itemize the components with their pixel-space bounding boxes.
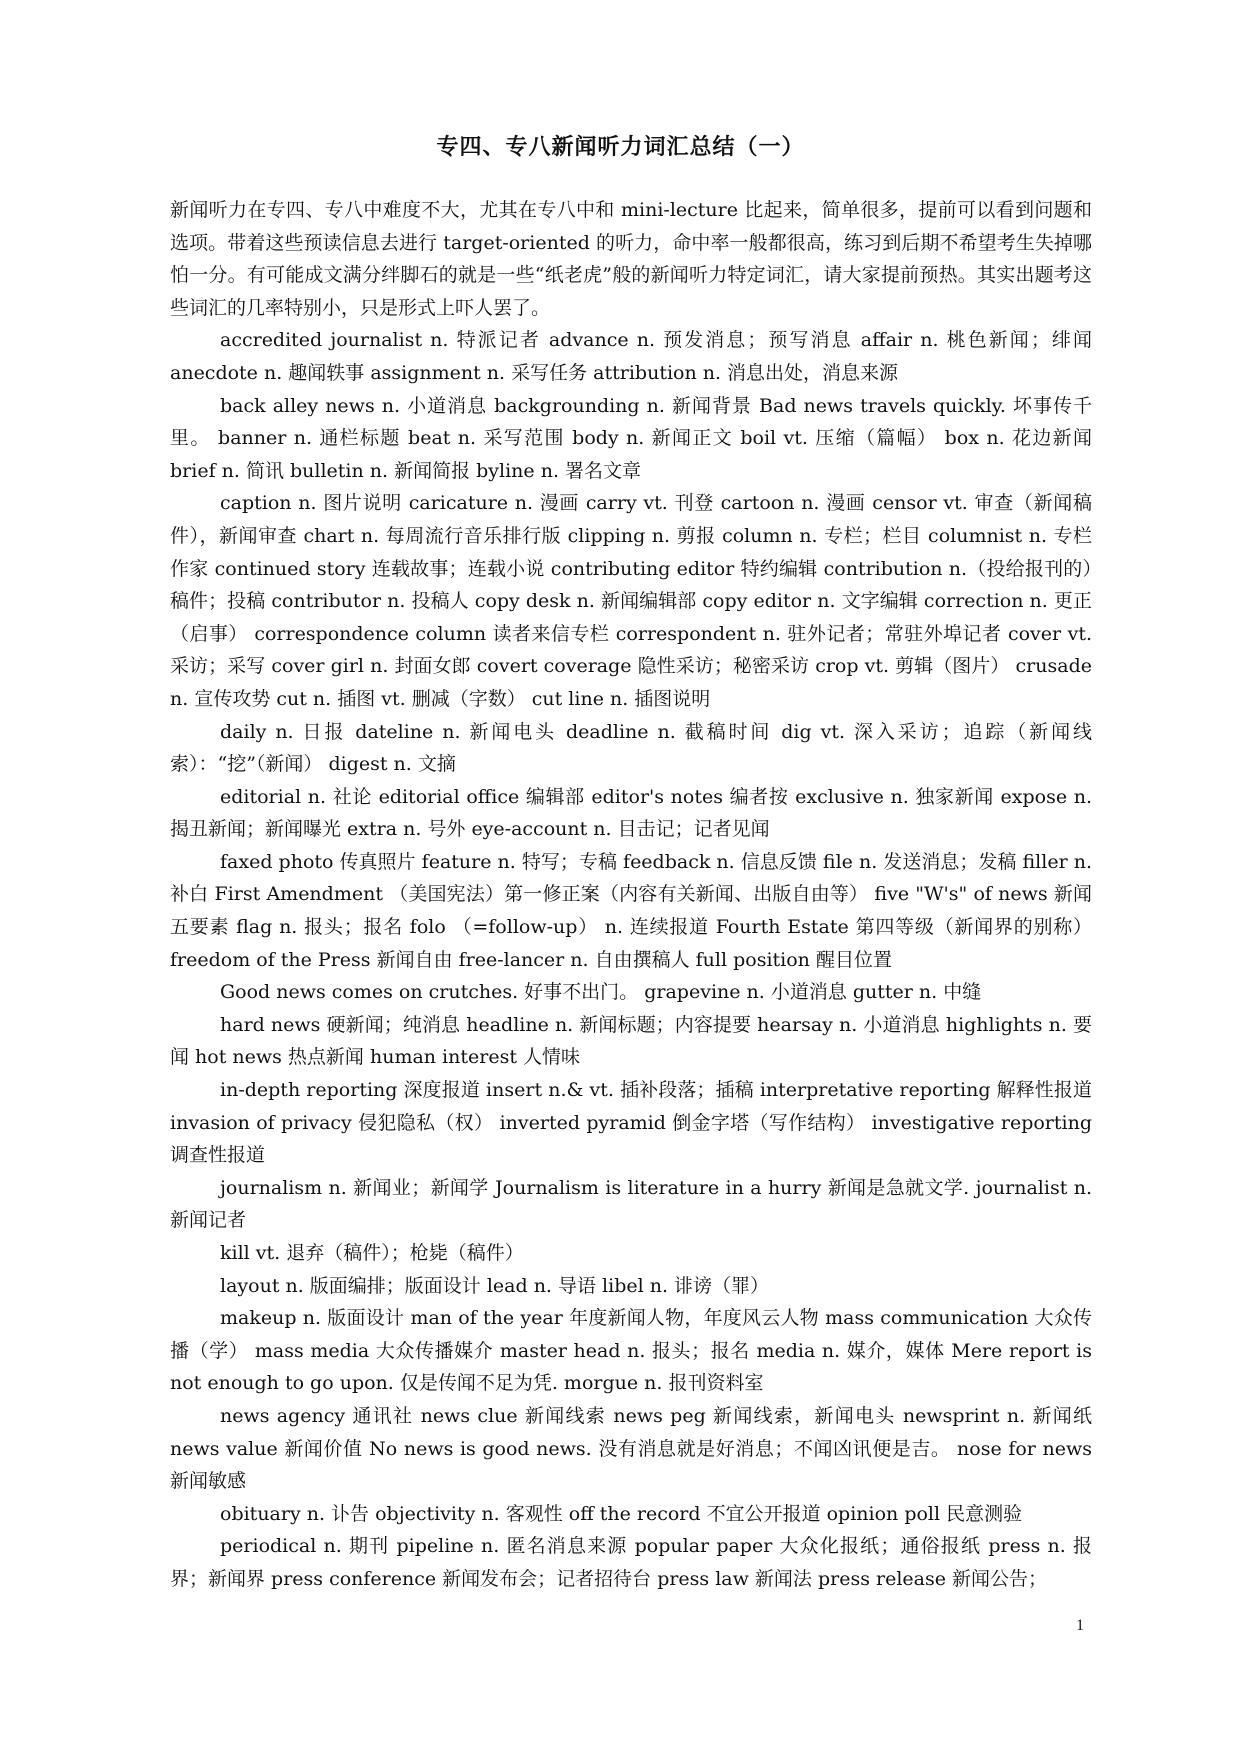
vocab-paragraph-k: kill vt. 退弃（稿件）；枪毙（稿件） xyxy=(220,1242,524,1264)
document-body xyxy=(170,194,1092,1596)
vocab-paragraph-a: accredited journalist n. 特派记者 advance n. 预发消息；预写消息 affair n. 桃色新闻；绯闻 anecdote n. 趣闻轶事 assignment n. 采写任务 attribution n. 消息出处，消息来源 xyxy=(170,329,1092,384)
vocab-paragraph-n: news agency 通讯社 news clue 新闻线索 news peg 新闻线索，新闻电头 newsprint n. 新闻纸 news value 新闻价值 No news is good news. 没有消息就是好消息；不闻凶讯便是吉。 nose for news 新闻敏感 xyxy=(170,1404,1092,1493)
page-title: 专四、专八新闻听力词汇总结（一） xyxy=(436,134,805,160)
vocab-paragraph-c: caption n. 图片说明 caricature n. 漫画 carry vt. 刊登 cartoon n. 漫画 censor vt. 审查（新闻稿件），新闻审查 chart n. 每周流行音乐排行版 clipping n. 剪报 column n. 专栏；栏目 columnist n. 专栏作家 continued story 连载故事；连载小说 contributing editor 特约编辑 contribution n.（投给报刊的）稿件；投稿 contributor n. 投稿人 copy desk n. 新闻编辑部 copy editor n. 文字编辑 correction n. 更正（启事） correspondence column 读者来信专栏 correspondent n. 驻外记者；常驻外埠记者 cover vt. 采访；采写 cover girl n. 封面女郎 covert coverage 隐性采访；秘密采访 crop vt. 剪辑（图片） crusade n. 宣传攻势 cut n. 插图 vt. 删减（字数） cut line n. 插图说明 xyxy=(170,492,1092,710)
vocab-paragraph-e: editorial n. 社论 editorial office 编辑部 editor's notes 编者按 exclusive n. 独家新闻 expose n. 揭丑新闻；新闻曝光 extra n. 号外 eye-account n. 目击记；记者见闻 xyxy=(170,785,1092,841)
vocab-paragraph-b: back alley news n. 小道消息 backgrounding n. 新闻背景 Bad news travels quickly. 坏事传千里。 banner n. 通栏标题 beat n. 采写范围 body n. 新闻正文 boil vt. 压缩（篇幅） box n. 花边新闻 brief n. 简讯 bulletin n. 新闻简报 byline n. 署名文章 xyxy=(170,394,1092,482)
vocab-paragraph-l: layout n. 版面编排；版面设计 lead n. 导语 libel n. 诽谤（罪） xyxy=(220,1274,770,1297)
vocab-paragraph-p: periodical n. 期刊 pipeline n. 匿名消息来源 popular paper 大众化报纸；通俗报纸 press n. 报界；新闻界 press conference 新闻发布会；记者招待台 press law 新闻法 press release 新闻公告； xyxy=(170,1535,1092,1590)
vocab-paragraph-m: makeup n. 版面设计 man of the year 年度新闻人物，年度风云人物 mass communication 大众传播（学） mass media 大众传播媒介 master head n. 报头；报名 media n. 媒介，媒体 Mere report is not enough to go upon. 仅是传闻不足为凭. morgue n. 报刊资料室 xyxy=(170,1307,1092,1395)
vocab-paragraph-g: Good news comes on crutches. 好事不出门。 grapevine n. 小道消息 gutter n. 中缝 xyxy=(220,981,982,1004)
vocab-paragraph-h: hard news 硬新闻；纯消息 headline n. 新闻标题；内容提要 hearsay n. 小道消息 highlights n. 要闻 hot news 热点新闻 human interest 人情味 xyxy=(170,1013,1092,1069)
vocab-paragraph-f: faxed photo 传真照片 feature n. 特写；专稿 feedback n. 信息反馈 file n. 发送消息；发稿 filler n. 补白 First Amendment （美国宪法）第一修正案（内容有关新闻、出版自由等） five "W's" of news 新闻五要素 flag n. 报头；报名 folo （=follow-up） n. 连续报道 Fourth Estate 第四等级（新闻界的别称） freedom of the Press 新闻自由 free-lancer n. 自由撰稿人 full position 醒目位置 xyxy=(170,850,1092,971)
vocab-paragraph-i: in-depth reporting 深度报道 insert n.& vt. 插补段落；插稿 interpretative reporting 解释性报道 invasion of privacy 侵犯隐私（权） inverted pyramid 倒金字塔（写作结构） investigative reporting 调查性报道 xyxy=(170,1079,1092,1167)
intro-paragraph: 新闻听力在专四、专八中难度不大，尤其在专八中和 mini-lecture 比起来，简单很多，提前可以看到问题和选项。带着这些预读信息去进行 target-oriented 的听力，命中率一般都很高，练习到后期不希望考生失掉哪怕一分。有可能成文满分绊脚石的就是一些“纸老虎”般的新闻听力特定词汇，请大家提前预热。其实出题考这些词汇的几率特别小，只是形式上吓人罢了。 xyxy=(170,199,1092,319)
page-number: 1 xyxy=(1076,1617,1084,1634)
vocab-paragraph-d: daily n. 日报 dateline n. 新闻电头 deadline n. 截稿时间 dig vt. 深入采访；追踪（新闻线索）：“挖”（新闻） digest n. 文摘 xyxy=(170,720,1092,776)
vocab-paragraph-j: journalism n. 新闻业；新闻学 Journalism is literature in a hurry 新闻是急就文学. journalist n. 新闻记者 xyxy=(170,1176,1092,1232)
vocab-paragraph-o: obituary n. 讣告 objectivity n. 客观性 off the record 不宜公开报道 opinion poll 民意测验 xyxy=(220,1502,1023,1525)
